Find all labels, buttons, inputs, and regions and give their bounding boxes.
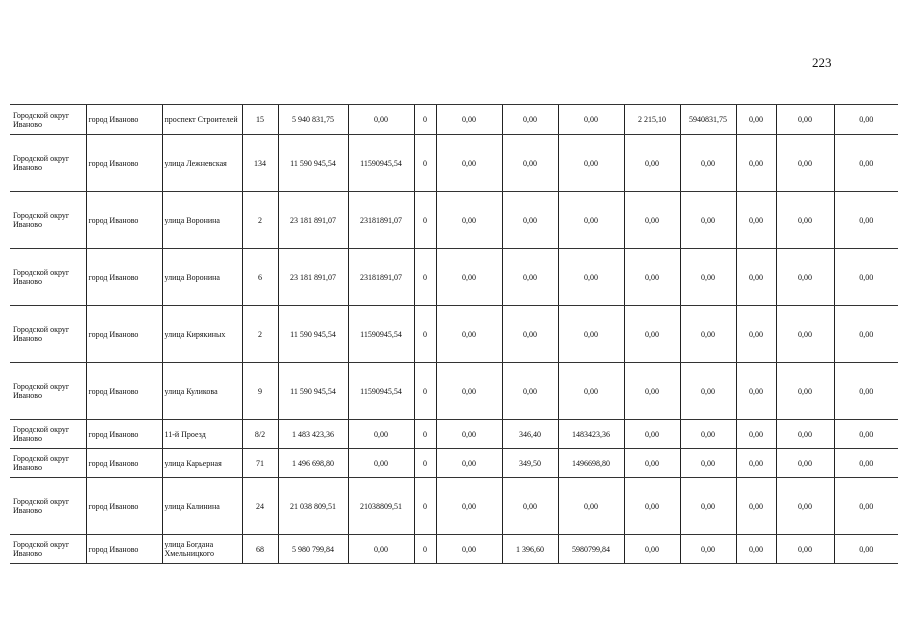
municipality-cell: Городской округ Иваново [10, 420, 86, 449]
amount-b-cell: 0,00 [436, 478, 502, 535]
house-number-cell: 6 [242, 249, 278, 306]
amount-e-cell: 0,00 [736, 420, 776, 449]
street-cell: улица Воронина [162, 249, 242, 306]
municipality-cell: Городской округ Иваново [10, 105, 86, 135]
street-cell: улица Воронина [162, 192, 242, 249]
area-b-cell: 0,00 [624, 478, 680, 535]
amount-g-cell: 0,00 [834, 105, 898, 135]
count-cell: 0 [414, 363, 436, 420]
municipality-cell: Городской округ Иваново [10, 363, 86, 420]
amount-b-cell: 0,00 [436, 105, 502, 135]
amount-c-cell: 0,00 [558, 478, 624, 535]
amount-a-cell: 0,00 [348, 420, 414, 449]
amount-a-cell: 0,00 [348, 535, 414, 564]
amount-g-cell: 0,00 [834, 535, 898, 564]
house-number-cell: 8/2 [242, 420, 278, 449]
total-cost-cell: 21 038 809,51 [278, 478, 348, 535]
table-row [10, 249, 898, 306]
amount-b-cell: 0,00 [436, 249, 502, 306]
count-cell: 0 [414, 192, 436, 249]
area-cell: 0,00 [502, 135, 558, 192]
house-number-cell: 2 [242, 306, 278, 363]
amount-c-cell: 0,00 [558, 306, 624, 363]
count-cell: 0 [414, 478, 436, 535]
amount-d-cell: 0,00 [680, 249, 736, 306]
amount-g-cell: 0,00 [834, 420, 898, 449]
area-b-cell: 0,00 [624, 306, 680, 363]
table-row [10, 192, 898, 249]
amount-e-cell: 0,00 [736, 478, 776, 535]
street-cell: улица Карьерная [162, 449, 242, 478]
amount-f-cell: 0,00 [776, 192, 834, 249]
amount-g-cell: 0,00 [834, 449, 898, 478]
amount-a-cell: 11590945,54 [348, 363, 414, 420]
amount-a-cell: 23181891,07 [348, 249, 414, 306]
area-cell: 0,00 [502, 363, 558, 420]
amount-c-cell: 0,00 [558, 363, 624, 420]
amount-g-cell: 0,00 [834, 478, 898, 535]
city-cell: город Иваново [86, 478, 162, 535]
total-cost-cell: 11 590 945,54 [278, 363, 348, 420]
city-cell: город Иваново [86, 449, 162, 478]
amount-d-cell: 0,00 [680, 363, 736, 420]
table-row [10, 135, 898, 192]
street-cell: проспект Строителей [162, 105, 242, 135]
house-number-cell: 9 [242, 363, 278, 420]
amount-c-cell: 0,00 [558, 105, 624, 135]
amount-e-cell: 0,00 [736, 249, 776, 306]
area-cell: 0,00 [502, 478, 558, 535]
data-table [10, 104, 898, 564]
city-cell: город Иваново [86, 363, 162, 420]
street-cell: улица Кирякиных [162, 306, 242, 363]
amount-d-cell: 0,00 [680, 420, 736, 449]
table-row [10, 363, 898, 420]
amount-c-cell: 0,00 [558, 249, 624, 306]
area-b-cell: 0,00 [624, 535, 680, 564]
municipality-cell: Городской округ Иваново [10, 478, 86, 535]
city-cell: город Иваново [86, 192, 162, 249]
amount-b-cell: 0,00 [436, 449, 502, 478]
count-cell: 0 [414, 535, 436, 564]
amount-a-cell: 21038809,51 [348, 478, 414, 535]
page-number: 223 [812, 55, 832, 70]
table-row [10, 535, 898, 564]
municipality-cell: Городской округ Иваново [10, 192, 86, 249]
amount-g-cell: 0,00 [834, 249, 898, 306]
municipality-cell: Городской округ Иваново [10, 449, 86, 478]
amount-a-cell: 0,00 [348, 105, 414, 135]
area-b-cell: 0,00 [624, 249, 680, 306]
amount-f-cell: 0,00 [776, 420, 834, 449]
total-cost-cell: 5 940 831,75 [278, 105, 348, 135]
amount-c-cell: 1483423,36 [558, 420, 624, 449]
amount-c-cell: 0,00 [558, 135, 624, 192]
table-row [10, 420, 898, 449]
city-cell: город Иваново [86, 535, 162, 564]
amount-b-cell: 0,00 [436, 535, 502, 564]
amount-b-cell: 0,00 [436, 192, 502, 249]
total-cost-cell: 5 980 799,84 [278, 535, 348, 564]
house-number-cell: 24 [242, 478, 278, 535]
amount-f-cell: 0,00 [776, 363, 834, 420]
amount-f-cell: 0,00 [776, 535, 834, 564]
amount-a-cell: 23181891,07 [348, 192, 414, 249]
amount-d-cell: 0,00 [680, 535, 736, 564]
count-cell: 0 [414, 135, 436, 192]
area-b-cell: 2 215,10 [624, 105, 680, 135]
amount-f-cell: 0,00 [776, 135, 834, 192]
count-cell: 0 [414, 105, 436, 135]
total-cost-cell: 11 590 945,54 [278, 306, 348, 363]
street-cell: улица Калинина [162, 478, 242, 535]
table-row [10, 105, 898, 135]
city-cell: город Иваново [86, 306, 162, 363]
table-row [10, 306, 898, 363]
count-cell: 0 [414, 249, 436, 306]
area-b-cell: 0,00 [624, 135, 680, 192]
amount-c-cell: 5980799,84 [558, 535, 624, 564]
street-cell: улица Богдана Хмельницкого [162, 535, 242, 564]
area-cell: 0,00 [502, 249, 558, 306]
amount-c-cell: 1496698,80 [558, 449, 624, 478]
amount-e-cell: 0,00 [736, 105, 776, 135]
area-cell: 349,50 [502, 449, 558, 478]
amount-g-cell: 0,00 [834, 306, 898, 363]
amount-f-cell: 0,00 [776, 449, 834, 478]
area-cell: 1 396,60 [502, 535, 558, 564]
count-cell: 0 [414, 449, 436, 478]
amount-c-cell: 0,00 [558, 192, 624, 249]
city-cell: город Иваново [86, 420, 162, 449]
amount-e-cell: 0,00 [736, 363, 776, 420]
house-number-cell: 2 [242, 192, 278, 249]
amount-d-cell: 0,00 [680, 449, 736, 478]
count-cell: 0 [414, 420, 436, 449]
table-row [10, 478, 898, 535]
amount-e-cell: 0,00 [736, 535, 776, 564]
house-number-cell: 134 [242, 135, 278, 192]
amount-b-cell: 0,00 [436, 420, 502, 449]
amount-b-cell: 0,00 [436, 306, 502, 363]
street-cell: улица Куликова [162, 363, 242, 420]
total-cost-cell: 23 181 891,07 [278, 249, 348, 306]
amount-f-cell: 0,00 [776, 306, 834, 363]
amount-d-cell: 5940831,75 [680, 105, 736, 135]
street-cell: 11-й Проезд [162, 420, 242, 449]
total-cost-cell: 23 181 891,07 [278, 192, 348, 249]
amount-d-cell: 0,00 [680, 192, 736, 249]
municipality-cell: Городской округ Иваново [10, 306, 86, 363]
amount-f-cell: 0,00 [776, 249, 834, 306]
amount-b-cell: 0,00 [436, 363, 502, 420]
house-number-cell: 15 [242, 105, 278, 135]
total-cost-cell: 11 590 945,54 [278, 135, 348, 192]
amount-d-cell: 0,00 [680, 306, 736, 363]
amount-f-cell: 0,00 [776, 478, 834, 535]
house-number-cell: 68 [242, 535, 278, 564]
total-cost-cell: 1 496 698,80 [278, 449, 348, 478]
area-b-cell: 0,00 [624, 363, 680, 420]
amount-e-cell: 0,00 [736, 135, 776, 192]
count-cell: 0 [414, 306, 436, 363]
municipality-cell: Городской округ Иваново [10, 249, 86, 306]
amount-e-cell: 0,00 [736, 306, 776, 363]
amount-e-cell: 0,00 [736, 192, 776, 249]
amount-f-cell: 0,00 [776, 105, 834, 135]
area-cell: 346,40 [502, 420, 558, 449]
amount-g-cell: 0,00 [834, 192, 898, 249]
house-number-cell: 71 [242, 449, 278, 478]
amount-a-cell: 11590945,54 [348, 135, 414, 192]
municipality-cell: Городской округ Иваново [10, 135, 86, 192]
amount-g-cell: 0,00 [834, 135, 898, 192]
municipality-cell: Городской округ Иваново [10, 535, 86, 564]
amount-e-cell: 0,00 [736, 449, 776, 478]
amount-g-cell: 0,00 [834, 363, 898, 420]
amount-d-cell: 0,00 [680, 478, 736, 535]
amount-a-cell: 0,00 [348, 449, 414, 478]
area-cell: 0,00 [502, 192, 558, 249]
amount-a-cell: 11590945,54 [348, 306, 414, 363]
table-row [10, 449, 898, 478]
street-cell: улица Лежневская [162, 135, 242, 192]
total-cost-cell: 1 483 423,36 [278, 420, 348, 449]
area-cell: 0,00 [502, 306, 558, 363]
area-b-cell: 0,00 [624, 449, 680, 478]
city-cell: город Иваново [86, 105, 162, 135]
area-cell: 0,00 [502, 105, 558, 135]
city-cell: город Иваново [86, 135, 162, 192]
amount-b-cell: 0,00 [436, 135, 502, 192]
amount-d-cell: 0,00 [680, 135, 736, 192]
city-cell: город Иваново [86, 249, 162, 306]
area-b-cell: 0,00 [624, 192, 680, 249]
area-b-cell: 0,00 [624, 420, 680, 449]
